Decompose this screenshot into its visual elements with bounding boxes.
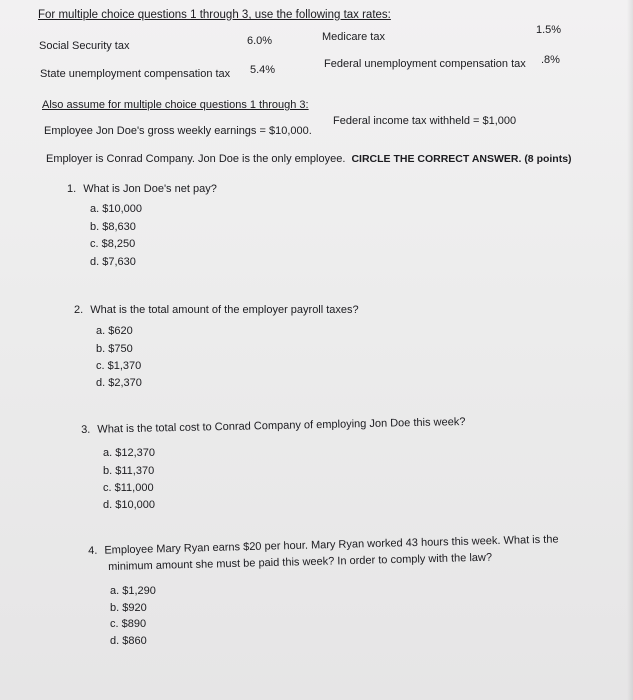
- intro-heading: For multiple choice questions 1 through 3, use the following tax rates:: [38, 9, 391, 21]
- q3-option-a[interactable]: a. $12,370: [103, 447, 156, 459]
- social-security-value: 6.0%: [247, 35, 273, 47]
- question-text: What is Jon Doe's net pay?: [83, 183, 217, 195]
- q1-option-a[interactable]: a. $10,000: [90, 203, 143, 215]
- gross-earnings-text: Employee Jon Doe's gross weekly earnings = $10,000.: [44, 125, 312, 137]
- employer-text: [46, 153, 572, 166]
- state-unemployment-value: 5.4%: [250, 64, 276, 76]
- question-number: 4.: [88, 544, 98, 557]
- q1-option-c[interactable]: c. $8,250: [90, 238, 136, 250]
- q2-option-a[interactable]: a. $620: [96, 325, 133, 337]
- question-text: What is the total cost to Conrad Company of employing Jon Doe this week?: [97, 415, 466, 436]
- question-number: 1.: [67, 183, 77, 195]
- q1-option-d[interactable]: d. $7,630: [90, 256, 136, 268]
- question-3: [81, 416, 466, 437]
- question-number: 3.: [81, 423, 91, 436]
- question-1: [67, 183, 217, 196]
- q3-option-c[interactable]: c. $11,000: [103, 482, 154, 494]
- assumption-heading: Also assume for multiple choice questions 1 through 3:: [42, 99, 309, 111]
- q4-option-c[interactable]: c. $890: [110, 618, 147, 630]
- q2-option-c[interactable]: c. $1,370: [96, 360, 142, 372]
- q4-option-a[interactable]: a. $1,290: [110, 585, 156, 597]
- q2-option-b[interactable]: b. $750: [96, 343, 133, 355]
- question-text: What is the total amount of the employer payroll taxes?: [90, 304, 359, 316]
- employer-statement: Employer is Conrad Company. Jon Doe is the only employee.: [46, 153, 346, 165]
- instruction-text: CIRCLE THE CORRECT ANSWER. (8 points): [351, 153, 572, 165]
- medicare-label: Medicare tax: [322, 31, 385, 43]
- q3-option-b[interactable]: b. $11,370: [103, 465, 155, 477]
- federal-unemployment-value: .8%: [541, 54, 560, 66]
- tax-withheld-text: Federal income tax withheld = $1,000: [333, 115, 517, 127]
- q4-option-b[interactable]: b. $920: [110, 602, 147, 614]
- question-2: [74, 304, 359, 317]
- q4-option-d[interactable]: d. $860: [110, 635, 147, 647]
- page-shadow: [627, 0, 633, 700]
- q1-option-b[interactable]: b. $8,630: [90, 221, 136, 233]
- q3-option-d[interactable]: d. $10,000: [103, 499, 156, 511]
- state-unemployment-label: State unemployment compensation tax: [40, 68, 231, 80]
- social-security-label: Social Security tax: [39, 40, 130, 52]
- question-number: 2.: [74, 304, 84, 316]
- question-text: Employee Mary Ryan earns $20 per hour. Mary Ryan worked 43 hours this week. What is the: [104, 533, 559, 557]
- federal-unemployment-label: Federal unemployment compensation tax: [324, 58, 526, 70]
- q2-option-d[interactable]: d. $2,370: [96, 377, 142, 389]
- medicare-value: 1.5%: [536, 24, 562, 36]
- question-4-continued: minimum amount she must be paid this week? In order to comply with the law?: [108, 551, 493, 573]
